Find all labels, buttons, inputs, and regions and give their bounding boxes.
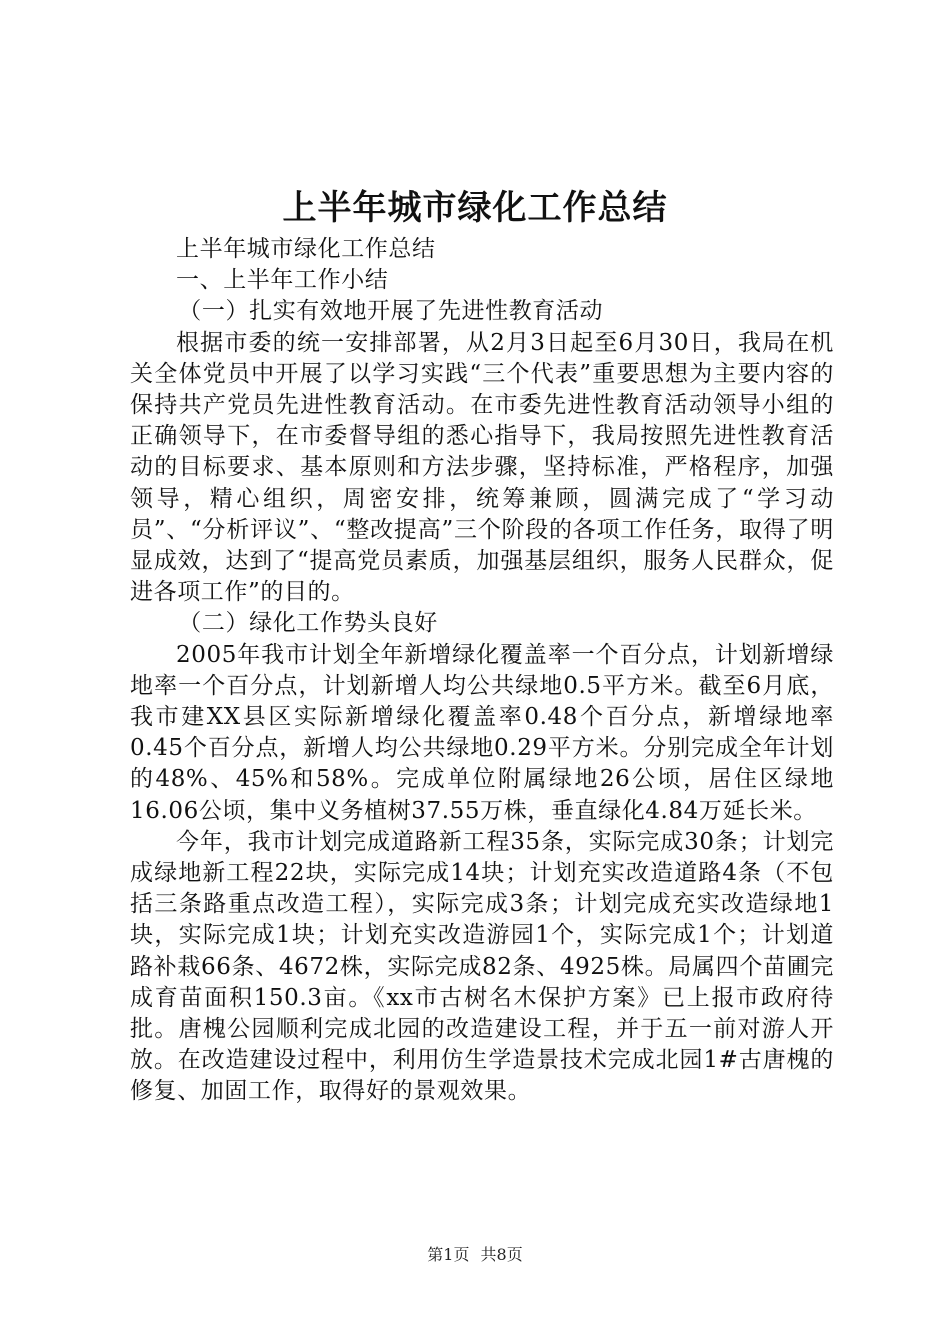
page-number: 第1页 [427, 1245, 470, 1264]
page-footer [0, 1244, 950, 1266]
body-paragraph: 根据市委的统一安排部署，从2月3日起至6月30日，我局在机关全体党员中开展了以学习实践“三个代表”重要思想为主要内容的保持共产党员先进性教育活动。在市委先进性教育活动领导小组的正确领导下，在市委督导组的悉心指导下，我局按照先进性教育活动的目标要求、基本原则和方法步骤，坚持标准，严格程序，加强领导，精心组织，周密安排，统筹兼顾，圆满完成了“学习动员”、“分析评议”、“整改提高”三个阶段的各项工作任务，取得了明显成效，达到了“提高党员素质，加强基层组织，服务人民群众，促进各项工作”的目的。 [130, 329, 834, 606]
document-title: 上半年城市绿化工作总结 [282, 188, 668, 228]
subsection-heading: （二）绿化工作势头良好 [178, 610, 438, 637]
document-body [130, 234, 834, 1108]
body-paragraph: 2005年我市计划全年新增绿化覆盖率一个百分点，计划新增绿地率一个百分点，计划新增人均公共绿地0.5平方米。截至6月底，我市建XX县区实际新增绿化覆盖率0.48个百分点，新增绿地率0.45个百分点，新增人均公共绿地0.29平方米。分别完成全年计划的48%、45%和58%。完成单位附属绿地26公顷，居住区绿地16.06公顷，集中义务植树37.55万株，垂直绿化4.84万延长米。 [130, 641, 834, 824]
subtitle-paragraph: 上半年城市绿化工作总结 [176, 236, 436, 262]
subsection-heading: （一）扎实有效地开展了先进性教育活动 [178, 298, 604, 325]
section-heading: 一、上半年工作小结 [176, 267, 389, 294]
body-paragraph: 今年，我市计划完成道路新工程35条，实际完成30条；计划完成绿地新工程22块，实际完成14块；计划充实改造道路4条（不包括三条路重点改造工程），实际完成3条；计划完成充实改造绿地1块，实际完成1块；计划充实改造游园1个，实际完成1个；计划道路补栽66条、4672株，实际完成82条、4925株。局属四个苗圃完成育苗面积150.3亩。《xx市古树名木保护方案》已上报市政府待批。唐槐公园顺利完成北园的改造建设工程，并于五一前对游人开放。在改造建设过程中，利用仿生学造景技术完成北园1#古唐槐的修复、加固工作，取得好的景观效果。 [130, 828, 834, 1105]
page-total: 共8页 [480, 1245, 523, 1264]
